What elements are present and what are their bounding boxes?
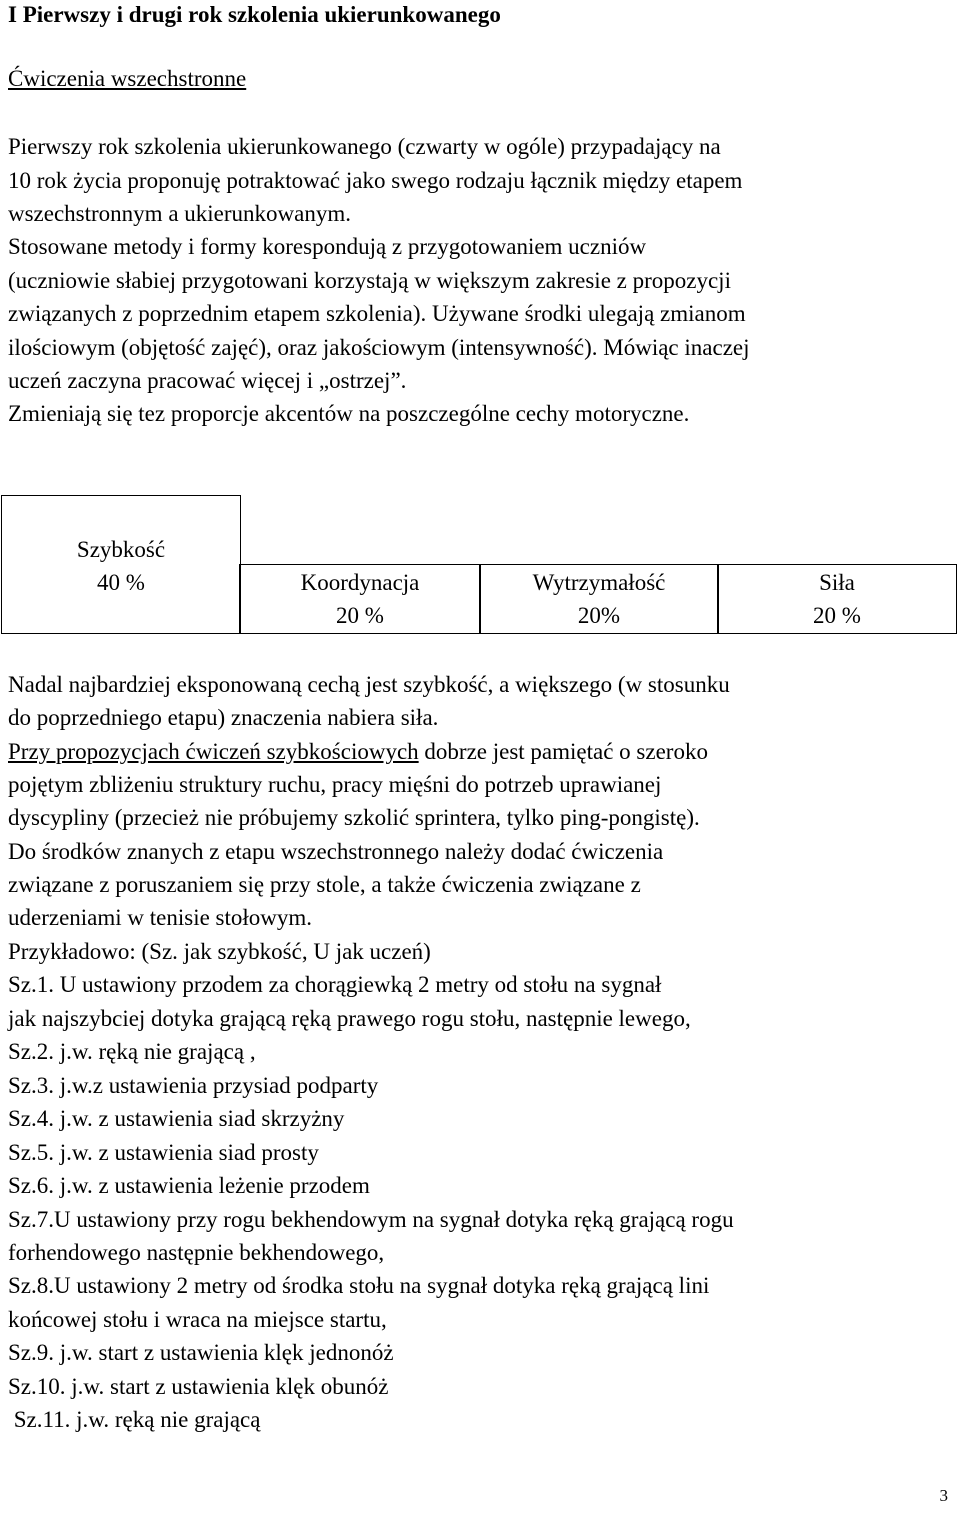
intro-line: wszechstronnym a ukierunkowanym. [8,201,352,226]
exercise-line: jak najszybciej dotyka grającą ręką prawego rogu stołu, następnie lewego, [8,1006,691,1031]
exercise-line: Sz.11. j.w. ręką nie grającą [8,1407,261,1432]
body-line: pojętym zbliżeniu struktury ruchu, pracy mięśni do potrzeb uprawianej [8,772,662,797]
body-line: związane z poruszaniem się przy stole, a także ćwiczenia związane z [8,872,641,897]
intro-line: związanych z poprzednim etapem szkolenia). Używane środki ulegają zmianom [8,301,746,326]
coordination-label: Koordynacja [300,570,420,595]
page-heading: I Pierwszy i drugi rok szkolenia ukierunkowanego [8,2,501,27]
exercise-line: Sz.8.U ustawiony 2 metry od środka stołu na sygnał dotyka ręką grającą lini [8,1273,710,1298]
exercise-line: Sz.4. j.w. z ustawienia siad skrzyżny [8,1106,345,1131]
intro-line: Zmieniają się tez proporcje akcentów na poszczególne cechy motoryczne. [8,401,690,426]
intro-line: (uczniowie słabiej przygotowani korzystają w większym zakresie z propozycji [8,268,731,293]
endurance-label: Wytrzymałość [532,570,666,595]
body-line: Przykładowo: (Sz. jak szybkość, U jak uczeń) [8,939,431,964]
exercise-line: forhendowego następnie bekhendowego, [8,1240,385,1265]
body-line: uderzeniami w tenisie stołowym. [8,905,313,930]
underlined-phrase: Przy propozycjach ćwiczeń szybkościowych [8,739,419,764]
exercise-line: Sz.9. j.w. start z ustawienia klęk jednonóż [8,1340,394,1365]
exercise-line: Sz.5. j.w. z ustawienia siad prosty [8,1140,319,1165]
exercise-line: Sz.6. j.w. z ustawienia leżenie przodem [8,1173,370,1198]
body-line: Do środków znanych z etapu wszechstronnego należy dodać ćwiczenia [8,839,664,864]
exercise-line: Sz.3. j.w.z ustawienia przysiad podparty [8,1073,379,1098]
strength-label: Siła [819,570,855,595]
exercise-line: końcowej stołu i wraca na miejsce startu, [8,1307,387,1332]
intro-line: ilościowym (objętość zajęć), oraz jakościowym (intensywność). Mówiąc inaczej [8,335,750,360]
body-line-rest: dobrze jest pamiętać o szeroko [418,739,708,764]
intro-line: Stosowane metody i formy korespondują z przygotowaniem uczniów [8,234,647,259]
exercise-line: Sz.10. j.w. start z ustawienia klęk obunóż [8,1374,389,1399]
intro-line: 10 rok życia proponuję potraktować jako swego rodzaju łącznik między etapem [8,168,743,193]
speed-label: Szybkość [76,537,166,562]
speed-value: 40 % [97,570,145,595]
exercise-line: Sz.1. U ustawiony przodem za chorągiewką 2 metry od stołu na sygnał [8,972,662,997]
endurance-value: 20% [577,603,621,628]
exercise-line: Sz.2. j.w. ręką nie grającą , [8,1039,256,1064]
section-subheading: Ćwiczenia wszechstronne [8,66,247,91]
body-line-mixed [8,737,708,767]
body-line: Nadal najbardziej eksponowaną cechą jest szybkość, a większego (w stosunku [8,672,730,697]
intro-line: uczeń zaczyna pracować więcej i „ostrzej”. [8,368,407,393]
exercise-line: Sz.7.U ustawiony przy rogu bekhendowym na sygnał dotyka ręką grającą rogu [8,1207,734,1232]
strength-value: 20 % [813,603,861,628]
body-line: dyscypliny (przecież nie próbujemy szkolić sprintera, tylko ping-pongistę). [8,805,700,830]
body-line: do poprzedniego etapu) znaczenia nabiera siła. [8,705,439,730]
coordination-value: 20 % [336,603,384,628]
page-number: 3 [939,1486,948,1505]
intro-line: Pierwszy rok szkolenia ukierunkowanego (czwarty w ogóle) przypadający na [8,134,721,159]
